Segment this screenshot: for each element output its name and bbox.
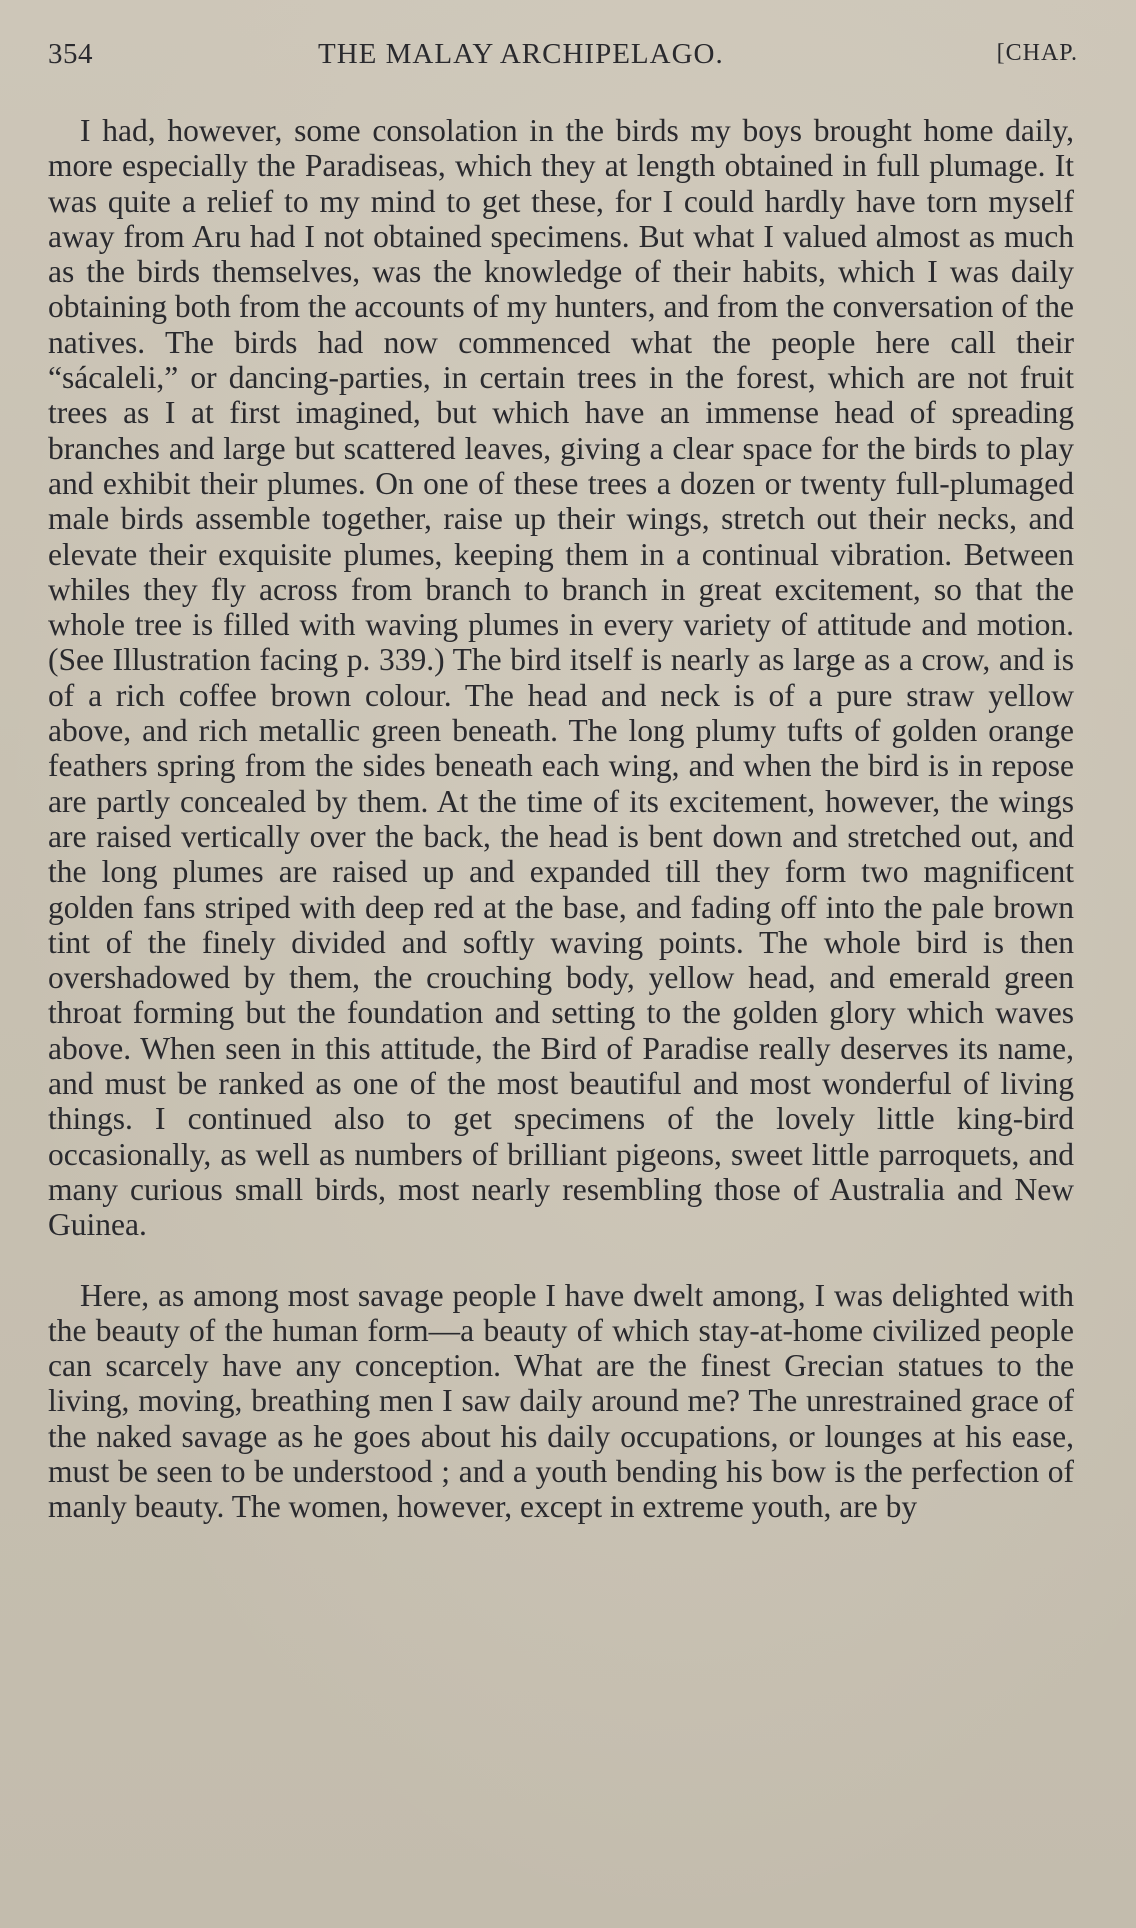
chapter-mark: [CHAP.: [996, 40, 1078, 66]
page-number: 354: [48, 38, 93, 70]
book-title: THE MALAY ARCHIPELAGO.: [318, 38, 724, 70]
body-text: [48, 113, 1074, 1525]
paragraph-human-form: Here, as among most savage people I have dwelt among, I was delighted with the beauty of the human form—a beauty of which stay-at-home civilized people can scarcely have any conception. What are the finest Grecian statues to the living, moving, breathing men I saw daily around me? The unrestrained grace of the naked savage as he goes about his daily occupations, or lounges at his ease, must be seen to be understood ; and a youth bending his bow is the perfection of manly beauty. The women, however, except in extreme youth, are by: [48, 1277, 1074, 1525]
paragraph-birds-of-paradise: I had, however, some consolation in the birds my boys brought home daily, more especially the Paradiseas, which they at length obtained in full plumage. It was quite a relief to my mind to get these, for I could hardly have torn myself away from Aru had I not obtained specimens. But what I valued almost as much as the birds themselves, was the knowledge of their habits, which I was daily obtaining both from the accounts of my hunters, and from the conversation of the natives. The birds had now commenced what the people here call their “sácaleli,” or dancing-parties, in certain trees in the forest, which are not fruit trees as I at first imagined, but which have an immense head of spreading branches and large but scattered leaves, giving a clear space for the birds to play and exhibit their plumes. On one of these trees a dozen or twenty full-plumaged male birds assemble together, raise up their wings, stretch out their necks, and elevate their exquisite plumes, keeping them in a continual vibration. Between whiles they fly across from branch to branch in great excitement, so that the whole tree is filled with waving plumes in every variety of attitude and motion. (See Illustration facing p. 339.) The bird itself is nearly as large as a crow, and is of a rich coffee brown colour. The head and neck is of a pure straw yellow above, and rich metallic green beneath. The long plumy tufts of golden orange feathers spring from the sides beneath each wing, and when the bird is in repose are partly concealed by them. At the time of its excitement, however, the wings are raised vertically over the back, the head is bent down and stretched out, and the long plumes are raised up and expanded till they form two magnificent golden fans striped with deep red at the base, and fading off into the pale brown tint of the finely divided and softly waving points. The whole bird is then overshadowed by them, the crouching body, yellow head, and emerald green throat forming but the foundation and setting to the golden glory which waves above. When seen in this attitude, the Bird of Paradise really deserves its name, and must be ranked as one of the most beautiful and most wonderful of living things. I continued also to get specimens of the lovely little king-bird occasionally, as well as numbers of brilliant pigeons, sweet little parroquets, and many curious small birds, most nearly resembling those of Australia and New Guinea.: [48, 113, 1074, 1243]
running-head: [48, 38, 1078, 78]
